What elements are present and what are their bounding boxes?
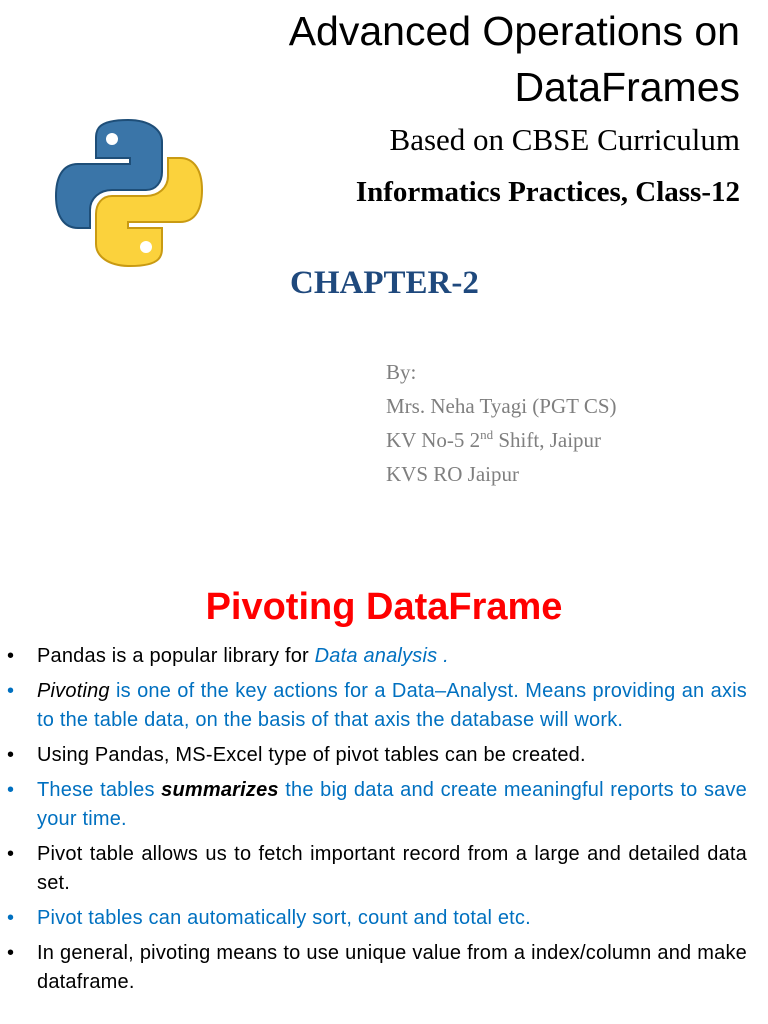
bullet-item — [0, 677, 768, 735]
bullet-text: Using Pandas, MS-Excel type of pivot tables can be created. — [37, 744, 586, 766]
author-school-pre: KV No-5 2 — [386, 428, 481, 452]
bullet-text: the big data and create meaningful reports to save your time. — [37, 779, 747, 830]
slide-title-line-2: DataFrames — [514, 64, 740, 110]
bullet-list — [0, 642, 768, 1003]
author-region: KVS RO Jaipur — [386, 462, 520, 486]
pivoting-slide — [0, 576, 768, 1024]
author-school-post: Shift, Jaipur — [493, 428, 602, 452]
python-logo-icon — [48, 112, 210, 274]
bullet-emphasis: Pivoting — [37, 680, 110, 702]
curriculum-subtitle: Based on CBSE Curriculum — [389, 122, 740, 157]
bullet-text: Pivot table allows us to fetch important record from a large and detailed data set. — [37, 843, 747, 894]
bullet-item — [0, 776, 768, 834]
bullet-item — [0, 939, 768, 997]
bullet-text: is one of the key actions for a Data–Analyst. Means providing an axis to the table data, on the basis of that axis the database will work. — [37, 680, 747, 731]
bullet-text: These tables — [37, 779, 162, 801]
bullet-text: Pivot tables can automatically sort, count and total etc. — [37, 907, 531, 929]
chapter-label: CHAPTER-2 — [290, 265, 479, 301]
bullet-item — [0, 904, 768, 933]
bullet-item — [0, 642, 768, 671]
course-title: Informatics Practices, Class-12 — [355, 176, 740, 208]
bullet-text: In general, pivoting means to use unique value from a index/column and make dataframe. — [37, 942, 747, 993]
pivoting-title: Pivoting DataFrame — [205, 586, 563, 628]
bullet-item — [0, 840, 768, 898]
author-name: Mrs. Neha Tyagi (PGT CS) — [386, 394, 617, 418]
author-by: By: — [386, 360, 417, 384]
slide-title-line-1: Advanced Operations on — [288, 8, 740, 54]
author-school — [386, 428, 601, 452]
bullet-item — [0, 741, 768, 770]
bullet-emphasis: Data analysis . — [314, 645, 449, 667]
bullet-emphasis: summarizes — [161, 779, 279, 801]
bullet-text: Pandas is a popular library for — [37, 645, 315, 667]
author-school-sup: nd — [480, 427, 494, 442]
